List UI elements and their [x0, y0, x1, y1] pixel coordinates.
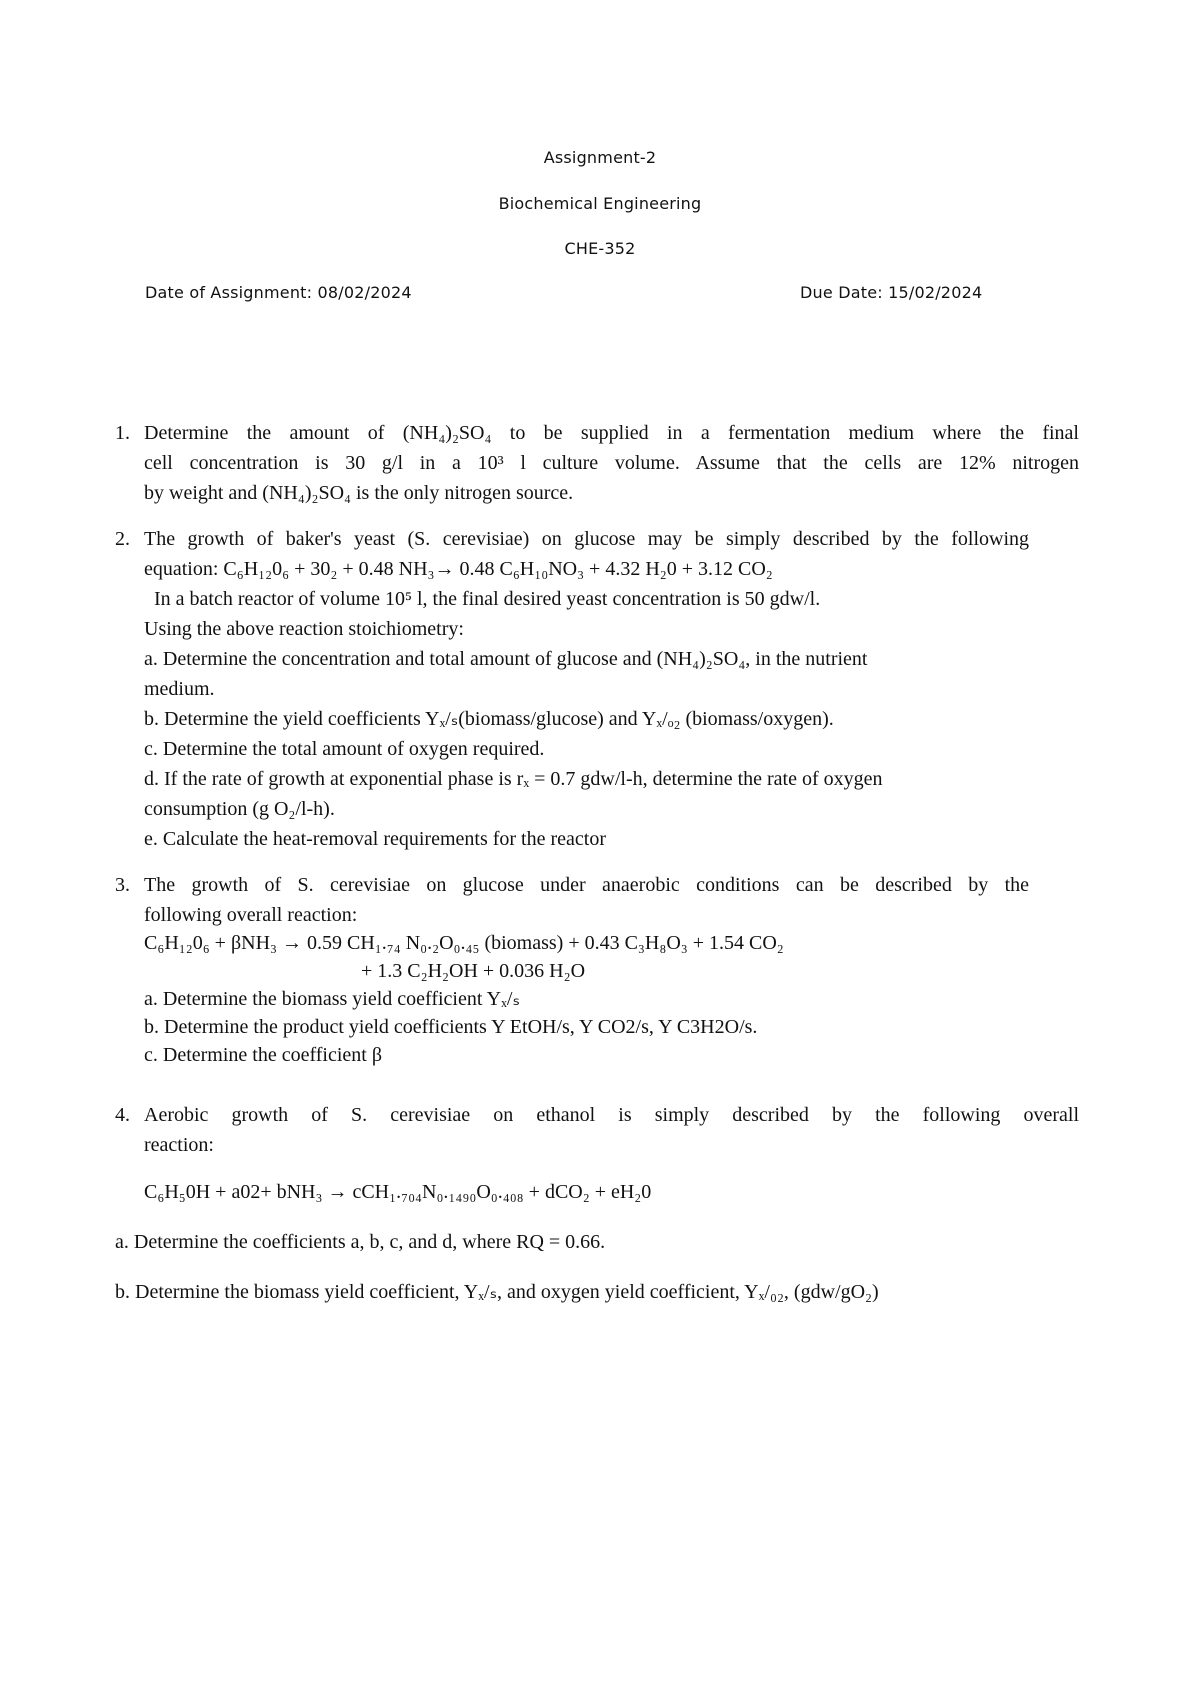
date-of-assignment: Date of Assignment: 08/02/2024	[145, 283, 412, 302]
q2-part-b: b. Determine the yield coefficients Yₓ/ₛ(biomass/glucose) and Yₓ/ₒ₂ (biomass/oxygen).	[144, 708, 834, 730]
q4-equation: C₆H₅0H + a02+ bNH₃ → cCH₁.₇₀₄N₀.₁₄₉₀O₀.₄₀₈ + dCO₂ + eH₂0	[144, 1181, 652, 1203]
q3-line-1: The growth of S. cerevisiae on glucose under anaerobic conditions can be described by the	[144, 874, 1029, 896]
question-number: 2.	[115, 528, 130, 550]
course-code: CHE-352	[564, 239, 636, 258]
question-number: 1.	[115, 422, 130, 444]
q2-part-e: e. Calculate the heat-removal requirements for the reactor	[144, 828, 606, 850]
q4-part-b: b. Determine the biomass yield coefficient, Yₓ/ₛ, and oxygen yield coefficient, Yₓ/₀₂, (gdw/gO₂)	[115, 1281, 879, 1303]
q3-equation: C₆H₁₂0₆ + βNH₃ → 0.59 CH₁.₇₄ N₀.₂O₀.₄₅ (biomass) + 0.43 C₃H₈O₃ + 1.54 CO₂	[144, 932, 784, 954]
q1-line-3: by weight and (NH₄)₂SO₄ is the only nitrogen source.	[144, 482, 574, 504]
q1-line-2: cell concentration is 30 g/l in a 10³ l culture volume. Assume that the cells are 12% nitrogen	[144, 452, 1079, 474]
question-number: 3.	[115, 874, 130, 896]
q3-part-a: a. Determine the biomass yield coefficient Yₓ/ₛ	[144, 988, 520, 1010]
due-date: Due Date: 15/02/2024	[800, 283, 983, 302]
q3-part-b: b. Determine the product yield coefficients Y EtOH/s, Y CO2/s, Y C3H2O/s.	[144, 1016, 758, 1038]
q1-line-1: Determine the amount of (NH₄)₂SO₄ to be supplied in a fermentation medium where the final	[144, 422, 1079, 444]
q4-line-2: reaction:	[144, 1134, 214, 1156]
q2-part-c: c. Determine the total amount of oxygen required.	[144, 738, 545, 760]
q2-part-d: d. If the rate of growth at exponential phase is rₓ = 0.7 gdw/l-h, determine the rate of oxygen	[144, 768, 883, 790]
q2-line-3: In a batch reactor of volume 10⁵ l, the final desired yeast concentration is 50 gdw/l.	[154, 588, 821, 610]
course-name: Biochemical Engineering	[498, 194, 702, 213]
q4-line-1: Aerobic growth of S. cerevisiae on ethanol is simply described by the following overall	[144, 1104, 1079, 1126]
q3-equation-cont: + 1.3 C₂H₂OH + 0.036 H₂O	[361, 960, 586, 982]
q4-part-a: a. Determine the coefficients a, b, c, and d, where RQ = 0.66.	[115, 1231, 606, 1253]
q3-part-c: c. Determine the coefficient β	[144, 1044, 383, 1066]
question-number: 4.	[115, 1104, 130, 1126]
q2-part-d-cont: consumption (g O₂/l-h).	[144, 798, 335, 820]
q2-equation: equation: C₆H₁₂0₆ + 30₂ + 0.48 NH₃→ 0.48 C₆H₁₀NO₃ + 4.32 H₂0 + 3.12 CO₂	[144, 558, 773, 580]
q2-line-1: The growth of baker's yeast (S. cerevisiae) on glucose may be simply described by the following	[144, 528, 1029, 550]
assignment-title: Assignment-2	[543, 148, 657, 167]
q3-line-2: following overall reaction:	[144, 904, 358, 926]
q2-line-4: Using the above reaction stoichiometry:	[144, 618, 464, 640]
q2-part-a-cont: medium.	[144, 678, 215, 700]
q2-part-a: a. Determine the concentration and total amount of glucose and (NH₄)₂SO₄, in the nutrient	[144, 648, 868, 670]
